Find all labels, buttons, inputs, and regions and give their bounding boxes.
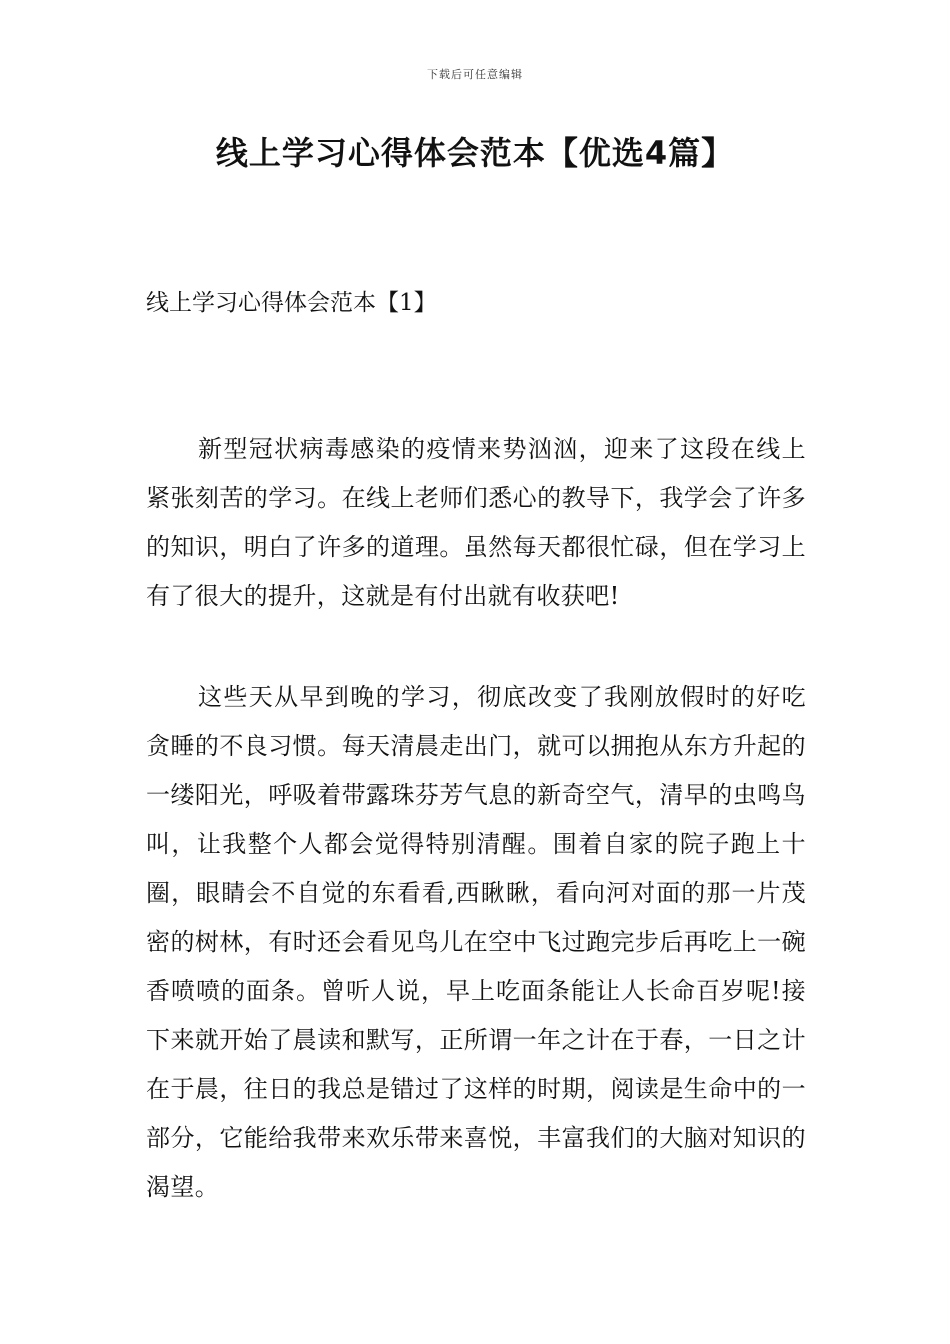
section-heading: 线上学习心得体会范本【1】 xyxy=(146,290,437,316)
body-paragraph-2: 这些天从早到晚的学习，彻底改变了我刚放假时的好吃贪睡的不良习惯。每天清晨走出门，就可以拥抱从东方升起的一缕阳光，呼吸着带露珠芬芳气息的新奇空气，清早的虫鸣鸟叫，让我整个人都会觉得特别清醒。围着自家的院子跑上十圈，眼睛会不自觉的东看看,西瞅瞅，看向河对面的那一片茂密的树林，有时还会看见鸟儿在空中飞过跑完步后再吃上一碗香喷喷的面条。曾听人说，早上吃面条能让人长命百岁呢!接下来就开始了晨读和默写，正所谓一年之计在于春，一日之计在于晨，往日的我总是错过了这样的时期，阅读是生命中的一部分，它能给我带来欢乐带来喜悦，丰富我们的大脑对知识的渴望。 xyxy=(146,683,806,1201)
header-note: 下载后可任意编辑 xyxy=(427,68,523,81)
document-title: 线上学习心得体会范本【优选4篇】 xyxy=(215,134,735,172)
body-paragraph-1: 新型冠状病毒感染的疫情来势汹汹，迎来了这段在线上紧张刻苦的学习。在线上老师们悉心的教导下，我学会了许多的知识，明白了许多的道理。虽然每天都很忙碌，但在学习上有了很大的提升，这就是有付出就有收获吧! xyxy=(146,435,806,610)
